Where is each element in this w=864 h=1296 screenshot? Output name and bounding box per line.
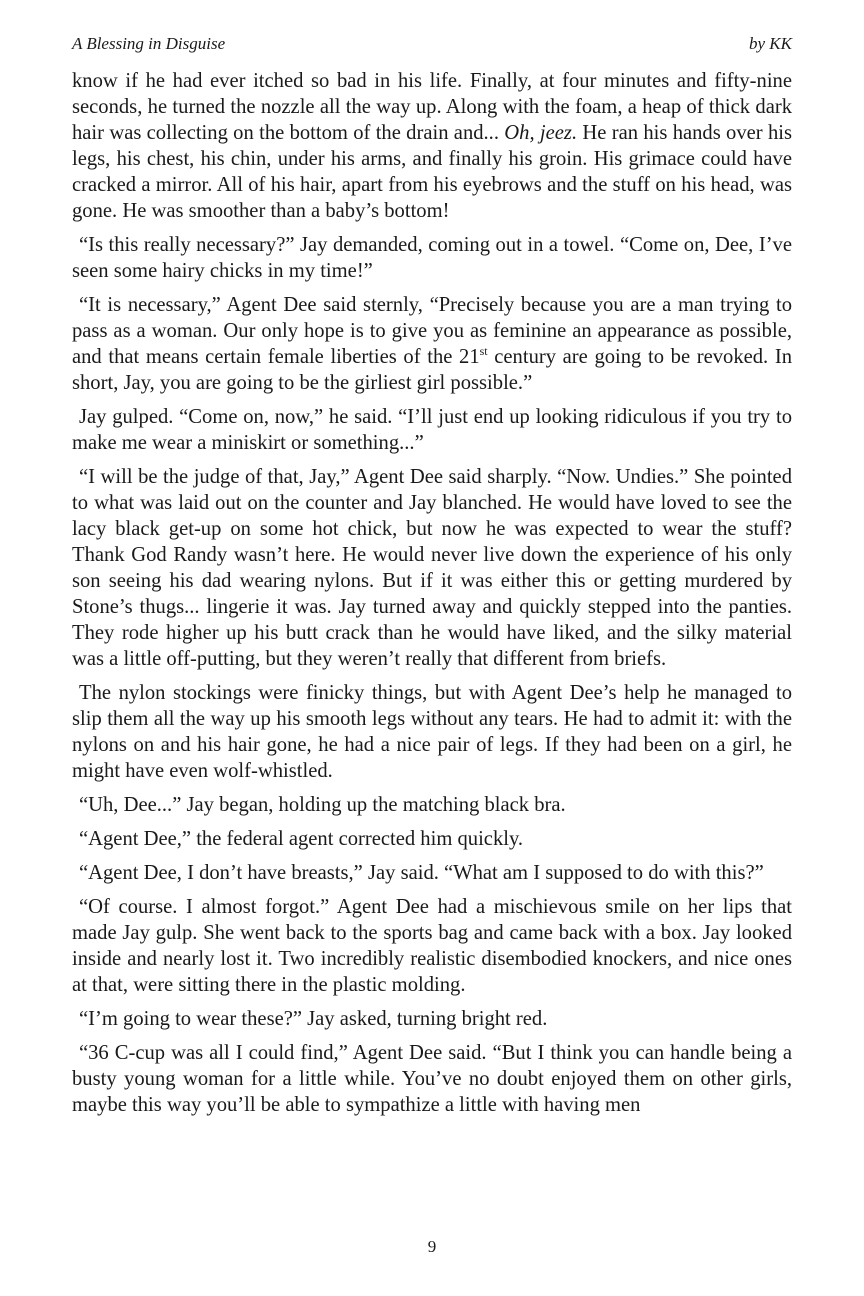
paragraph-text: know if he had ever itched so bad in his life. Finally, at four minutes and fifty-nine seconds, he turned the nozzle all the way up. Along with the foam, a heap of thick dark hair was collecting on the bottom of the drain and...	[72, 70, 792, 144]
paragraph	[72, 68, 792, 224]
body-text	[72, 68, 792, 1126]
paragraph: “Uh, Dee...” Jay began, holding up the matching black bra.	[79, 794, 566, 816]
paragraph: “Agent Dee,” the federal agent corrected him quickly.	[79, 828, 524, 850]
italic-text: Oh, jeez.	[504, 122, 578, 144]
paragraph: “Agent Dee, I don’t have breasts,” Jay said. “What am I supposed to do with this?”	[79, 862, 764, 884]
book-author: by KK	[749, 34, 792, 53]
page-number: 9	[427, 1237, 437, 1256]
paragraph	[72, 292, 792, 396]
paragraph: Jay gulped. “Come on, now,” he said. “I’ll just end up looking ridiculous if you try to make me wear a miniskirt or something...”	[72, 406, 792, 454]
ordinal-suffix: st	[479, 344, 488, 359]
book-title: A Blessing in Disguise	[72, 34, 226, 53]
paragraph-text: century are going to be revoked. In short, Jay, you are going to be the girliest girl possible.”	[72, 346, 792, 394]
running-header	[72, 34, 792, 56]
paragraph: “Is this really necessary?” Jay demanded, coming out in a towel. “Come on, Dee, I’ve seen some hairy chicks in my time!”	[72, 234, 792, 282]
paragraph: The nylon stockings were finicky things, but with Agent Dee’s help he managed to slip them all the way up his smooth legs without any tears. He had to admit it: with the nylons on and his hair gone, he had a nice pair of legs. If they had been on a girl, he might have even wolf-whistled.	[72, 682, 792, 782]
paragraph-text: He ran his hands over his legs, his chest, his chin, under his arms, and finally his groin. His grimace could have cracked a mirror. All of his hair, apart from his eyebrows and the stuff on his head, was gone. He was smoother than a baby’s bottom!	[72, 122, 792, 222]
paragraph-text: “It is necessary,” Agent Dee said sternly, “Precisely because you are a man trying to pass as a woman. Our only hope is to give you as feminine an appearance as possible, and that means certain female liberties of the 21	[72, 294, 792, 368]
paragraph: “36 C-cup was all I could find,” Agent Dee said. “But I think you can handle being a busty young woman for a little while. You’ve no doubt enjoyed them on other girls, maybe this way you’ll be able to sympathize a little with having men	[72, 1042, 792, 1116]
paragraph: “I will be the judge of that, Jay,” Agent Dee said sharply. “Now. Undies.” She pointed to what was laid out on the counter and Jay blanched. He would have loved to see the lacy black get-up on some hot chick, but now he was expected to wear the stuff? Thank God Randy wasn’t here. He would never live down the experience of his only son seeing his dad wearing nylons. But if it was either this or getting murdered by Stone’s thugs... lingerie it was. Jay turned away and quickly stepped into the panties. They rode higher up his butt crack than he would have liked, and the silky material was a little off-putting, but they weren’t really that different from briefs.	[72, 466, 792, 670]
paragraph: “Of course. I almost forgot.” Agent Dee had a mischievous smile on her lips that made Jay gulp. She went back to the sports bag and came back with a box. Jay looked inside and nearly lost it. Two incredibly realistic disembodied knockers, and nice ones at that, were sitting there in the plastic molding.	[72, 896, 792, 996]
paragraph: “I’m going to wear these?” Jay asked, turning bright red.	[79, 1008, 548, 1030]
